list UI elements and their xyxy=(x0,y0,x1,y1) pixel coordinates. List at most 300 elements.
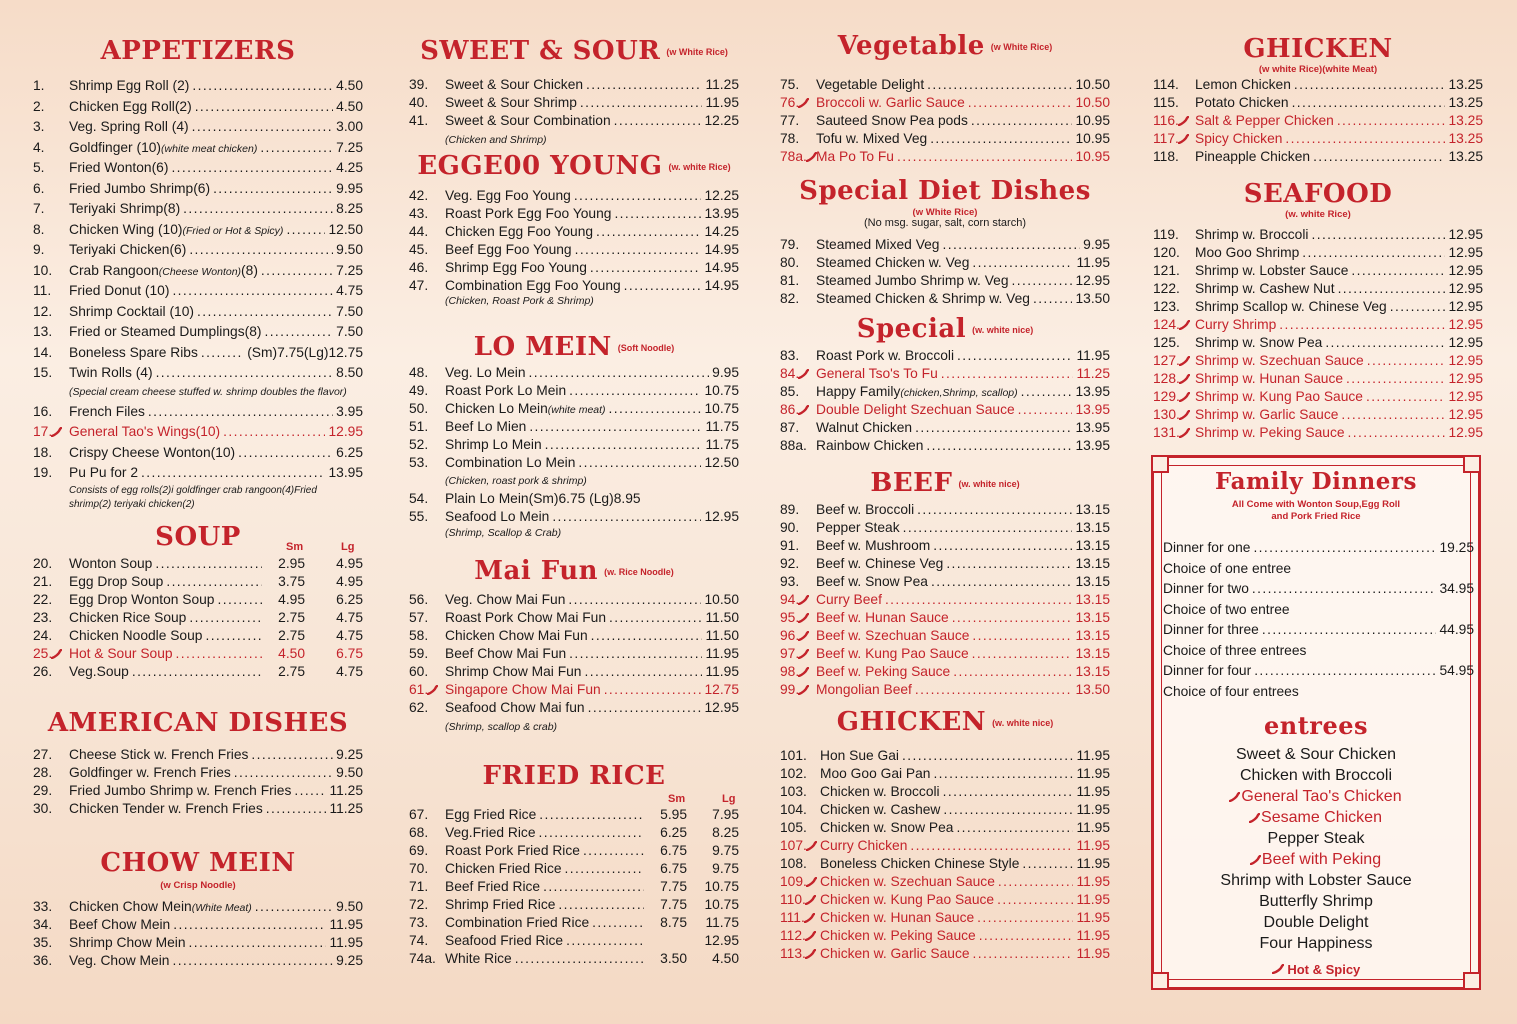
item-number: 42. xyxy=(409,188,429,203)
item-price: 13.50 xyxy=(1075,291,1110,306)
item-name: Veg. Chow Mai Fun xyxy=(445,592,566,607)
dot-leader xyxy=(1292,94,1446,112)
item-price: 13.15 xyxy=(1075,664,1110,679)
item-number: 113. xyxy=(780,945,820,963)
item-number: 58. xyxy=(409,628,429,643)
item-name: Chicken Egg Foo Young xyxy=(445,224,594,239)
chili-pepper-icon xyxy=(805,931,816,941)
chicken-list xyxy=(780,747,1110,963)
menu-item xyxy=(780,555,1110,573)
item-number: 68. xyxy=(409,825,429,840)
beef-heading xyxy=(780,470,1110,496)
chili-pepper-icon xyxy=(798,369,809,379)
menu-item xyxy=(409,364,739,382)
item-name: Shrimp w. Lobster Sauce xyxy=(1195,263,1349,278)
item-number: 91. xyxy=(780,538,800,553)
menu-item xyxy=(33,555,363,573)
chili-pepper-icon xyxy=(798,98,809,108)
menu-item xyxy=(409,112,739,130)
dot-leader xyxy=(264,322,333,343)
menu-item xyxy=(33,158,363,179)
item-name: Seafood Lo Mein xyxy=(445,509,550,524)
item-name: General Tso's To Fu xyxy=(816,366,938,381)
item-number: 49. xyxy=(409,383,429,398)
dot-leader xyxy=(189,609,262,627)
item-price: 11.95 xyxy=(1076,838,1110,853)
vegetable-heading xyxy=(780,33,1110,59)
choice-text: Choice of two entree xyxy=(1163,601,1290,617)
item-price-small: 2.95 xyxy=(278,556,305,571)
eggfoo-suffix: (w. white Rice) xyxy=(668,161,731,172)
item-name: Veg.Fried Rice xyxy=(445,825,536,840)
menu-item xyxy=(409,896,739,914)
item-price: 4.75 xyxy=(336,283,363,298)
item-price: 12.95 xyxy=(328,424,363,439)
item-price-large: 8.25 xyxy=(712,825,739,840)
menu-item xyxy=(780,927,1110,945)
sweetsour-list xyxy=(409,76,739,130)
menu-item xyxy=(33,916,363,934)
chicken-heading xyxy=(780,709,1110,735)
item-price-small: 5.95 xyxy=(660,807,687,822)
eggfoo-heading xyxy=(409,153,739,179)
item-price: 7.25 xyxy=(336,262,363,278)
item-number: 1. xyxy=(33,78,45,93)
dot-leader xyxy=(942,236,1080,254)
item-number: 85. xyxy=(780,384,800,399)
dot-leader xyxy=(192,117,334,138)
dot-leader xyxy=(1351,262,1445,280)
item-name: Potato Chicken xyxy=(1195,95,1289,110)
dot-leader xyxy=(266,800,327,818)
item-price: 11.50 xyxy=(705,610,739,625)
item-name: Fried or Steamed Dumplings(8) xyxy=(69,324,262,339)
menu-item xyxy=(1153,76,1483,94)
choice-text: Choice of four entrees xyxy=(1163,683,1299,699)
menu-item xyxy=(33,934,363,952)
dot-leader xyxy=(946,555,1072,573)
item-name: Fried Donut (10) xyxy=(69,283,170,298)
menu-item xyxy=(33,322,363,343)
dot-leader xyxy=(545,436,703,454)
eggfoo-title: EGGE00 YOUNG xyxy=(417,151,663,181)
menu-item xyxy=(780,609,1110,627)
item-name: Chicken Wing (10)(Fried or Hot & Spicy) xyxy=(69,221,284,237)
item-number: 116. xyxy=(1153,112,1195,130)
dot-leader xyxy=(515,950,644,968)
menu-item xyxy=(780,365,1110,383)
item-number: 130. xyxy=(1153,406,1195,424)
item-price-large: 4.95 xyxy=(336,556,363,571)
item-price: 11.95 xyxy=(329,935,363,950)
item-price: 7.25 xyxy=(336,139,363,155)
dot-leader xyxy=(583,842,644,860)
item-price: 9.25 xyxy=(336,953,363,968)
sweetsour-note: (Chicken and Shrimp) xyxy=(445,134,547,146)
item-price-large: 10.75 xyxy=(704,879,739,894)
item-name: Teriyaki Shrimp(8) xyxy=(69,201,181,216)
menu-item xyxy=(1153,280,1483,298)
item-price: 12.95 xyxy=(1448,281,1483,296)
soup-list xyxy=(33,555,363,681)
chili-pepper-icon xyxy=(1272,964,1284,974)
item-name: Steamed Chicken w. Veg xyxy=(816,255,970,270)
dot-leader xyxy=(578,454,701,472)
menu-item xyxy=(409,681,739,699)
item-number: 62. xyxy=(409,700,429,715)
pupu-note-1: Consists of egg rolls(2)i goldfinger crab rangoon(4)Fried xyxy=(69,484,317,496)
item-price: 11.25 xyxy=(329,783,363,798)
chicken2-list xyxy=(1153,76,1483,166)
menu-item xyxy=(780,627,1110,645)
item-number: 43. xyxy=(409,206,429,221)
soup-size-header xyxy=(33,541,363,554)
item-name: Lemon Chicken xyxy=(1195,77,1291,92)
lomein-note-1: (Chicken, roast pork & shrimp) xyxy=(445,475,587,487)
chili-pepper-icon xyxy=(1179,356,1190,366)
menu-item xyxy=(1153,316,1483,334)
menu-item xyxy=(33,199,363,220)
item-number: 107. xyxy=(780,837,820,855)
chili-pepper-icon xyxy=(1179,410,1190,420)
item-name: Beef Chow Mein xyxy=(69,917,171,932)
menu-item xyxy=(409,454,739,472)
menu-item xyxy=(1153,112,1483,130)
family-dinner-choice xyxy=(1163,600,1474,621)
item-number: 93. xyxy=(780,574,800,589)
item-price: 7.50 xyxy=(336,324,363,339)
item-price: 10.50 xyxy=(1075,95,1110,110)
item-price: 11.25 xyxy=(1076,366,1110,381)
menu-item xyxy=(33,76,363,97)
item-price: 12.95 xyxy=(1448,317,1483,332)
dot-leader xyxy=(132,663,262,681)
menu-item xyxy=(780,437,1110,455)
item-number: 60. xyxy=(409,664,429,679)
item-price-small: 2.75 xyxy=(278,610,305,625)
item-price: 11.75 xyxy=(705,437,739,452)
entree-item xyxy=(1154,849,1478,870)
item-name: Sauteed Snow Pea pods xyxy=(816,113,968,128)
chicken-title: GHICKEN xyxy=(836,707,987,737)
item-name: Egg Fried Rice xyxy=(445,807,537,822)
item-number: 109. xyxy=(780,873,820,891)
chili-pepper-icon xyxy=(805,949,816,959)
item-name: Shrimp Egg Foo Young xyxy=(445,260,587,275)
vegetable-title: Vegetable xyxy=(837,31,985,61)
lomein-suffix: (Soft Noodle) xyxy=(617,342,675,353)
family-dinner-row xyxy=(1163,620,1474,641)
menu-item xyxy=(780,519,1110,537)
item-price-small: 7.75 xyxy=(660,879,687,894)
item-name: Chicken Chow Mein(White Meat) xyxy=(69,899,252,914)
item-name: Steamed Jumbo Shrimp w. Veg xyxy=(816,273,1009,288)
seafood-list xyxy=(1153,226,1483,442)
chili-pepper-icon xyxy=(806,877,817,887)
menu-item xyxy=(780,645,1110,663)
dot-leader xyxy=(915,419,1072,437)
menu-item xyxy=(1153,262,1483,280)
item-name: Sweet & Sour Chicken xyxy=(445,77,584,92)
eggfoo-note: (Chicken, Roast Pork & Shrimp) xyxy=(445,295,594,307)
dot-leader xyxy=(931,573,1072,591)
menu-item xyxy=(409,824,739,842)
menu-item xyxy=(33,573,363,591)
dot-leader xyxy=(568,591,701,609)
item-name: Shrimp w. Broccoli xyxy=(1195,227,1309,242)
dot-leader xyxy=(917,501,1072,519)
menu-item xyxy=(409,950,739,968)
item-price: 8.25 xyxy=(336,201,363,216)
menu-item xyxy=(780,76,1110,94)
item-price: 12.50 xyxy=(704,455,739,470)
item-price: 13.15 xyxy=(1075,556,1110,571)
entree-item xyxy=(1154,744,1478,765)
item-number: 55. xyxy=(409,509,429,524)
menu-item xyxy=(409,400,739,418)
item-name: Shrimp w. Peking Sauce xyxy=(1195,425,1345,440)
dot-leader xyxy=(213,179,333,200)
special-title: Special xyxy=(856,314,967,344)
maifun-note: (Shrimp, scallop & crab) xyxy=(445,721,558,733)
twin-rolls-note: (Special cream cheese stuffed w. shrimp doubles the flavor) xyxy=(69,385,347,398)
entree-name: Double Delight xyxy=(1263,914,1369,931)
item-name: Shrimp Fried Rice xyxy=(445,897,556,912)
menu-item xyxy=(1153,244,1483,262)
item-name: Veg. Chow Mein xyxy=(69,953,170,968)
seafood-lomein-row xyxy=(409,508,739,526)
item-number: 79. xyxy=(780,237,800,252)
dot-leader xyxy=(609,609,702,627)
menu-item xyxy=(780,855,1110,873)
item-price: 4.25 xyxy=(336,160,363,175)
menu-item xyxy=(33,117,363,138)
item-name: Goldfinger w. French Fries xyxy=(69,765,231,780)
item-price-small: 3.50 xyxy=(660,951,687,966)
item-number: 118. xyxy=(1153,149,1179,164)
item-price: 9.95 xyxy=(336,180,363,196)
menu-item xyxy=(409,436,739,454)
item-number: 23. xyxy=(33,610,53,625)
item-name: Boneless Chicken Chinese Style xyxy=(820,856,1020,871)
item-number: 36. xyxy=(33,953,53,968)
item-number: 111. xyxy=(780,909,820,927)
dot-leader xyxy=(977,909,1073,927)
item-price: 6.25 xyxy=(336,444,363,460)
item-price: 10.95 xyxy=(1075,149,1110,164)
item-name: Dinner for one xyxy=(1163,540,1251,555)
menu-item xyxy=(1153,424,1483,442)
friedrice-heading: FRIED RICE xyxy=(482,761,666,791)
entree-item xyxy=(1154,891,1478,912)
diet-sub: (w White Rice) xyxy=(912,207,978,218)
dot-leader xyxy=(972,645,1073,663)
item-name: Chicken w. Kung Pao Sauce xyxy=(820,892,995,907)
item-price: 11.95 xyxy=(1076,784,1110,799)
lomein-title: LO MEIN xyxy=(473,332,612,362)
diet-sub2: (No msg. sugar, salt, corn starch) xyxy=(864,217,1026,229)
item-price: 14.95 xyxy=(704,242,739,257)
item-name: Veg.Soup xyxy=(69,664,129,679)
menu-item xyxy=(780,347,1110,365)
menu-item xyxy=(409,241,739,259)
item-price-small: 6.75 xyxy=(660,861,687,876)
chili-pepper-icon xyxy=(798,667,809,677)
menu-item xyxy=(409,94,739,112)
dot-leader xyxy=(1313,148,1445,166)
item-price-large: 9.75 xyxy=(712,843,739,858)
dot-leader xyxy=(223,422,325,443)
item-price-large: 4.50 xyxy=(712,951,739,966)
item-name: Cheese Stick w. French Fries xyxy=(69,747,249,762)
soup-sm-label: Sm xyxy=(286,541,304,553)
family-dinners-title: Family Dinners xyxy=(1215,468,1417,495)
item-name: Shrimp Lo Mein xyxy=(445,437,542,452)
item-number: 45. xyxy=(409,242,429,257)
item-name: Beef w. Chinese Veg xyxy=(816,556,944,571)
item-price: 14.95 xyxy=(704,260,739,275)
item-price: 14.25 xyxy=(704,224,739,239)
item-name: Chicken w. Hunan Sauce xyxy=(820,910,975,925)
dot-leader xyxy=(171,158,333,179)
menu-item xyxy=(33,952,363,970)
item-number: 99. xyxy=(780,681,816,699)
item-number: 104. xyxy=(780,802,807,817)
item-price: 13.25 xyxy=(1448,95,1483,110)
item-name: Moo Goo Shrimp xyxy=(1195,245,1300,260)
dot-leader xyxy=(1337,112,1446,130)
item-number: 73. xyxy=(409,915,429,930)
chili-pepper-icon xyxy=(427,685,438,695)
item-name: Crispy Cheese Wonton(10) xyxy=(69,444,236,460)
item-name: Goldfinger (10)(white meat chicken) xyxy=(69,139,258,155)
menu-item xyxy=(1153,298,1483,316)
chili-pepper-icon xyxy=(798,613,809,623)
item-price: 34.95 xyxy=(1439,581,1474,596)
item-name: Beef w. Snow Pea xyxy=(816,574,928,589)
menu-item xyxy=(409,663,739,681)
menu-item xyxy=(780,783,1110,801)
item-name: Salt & Pepper Chicken xyxy=(1195,113,1334,128)
menu-item xyxy=(33,97,363,118)
item-number: 129. xyxy=(1153,388,1195,406)
item-number: 16. xyxy=(33,403,53,419)
dot-leader xyxy=(596,223,701,241)
item-number: 131. xyxy=(1153,424,1195,442)
dot-leader xyxy=(183,199,333,220)
beef-list xyxy=(780,501,1110,699)
item-price: 11.50 xyxy=(705,628,739,643)
chili-pepper-icon xyxy=(798,649,809,659)
item-number: 70. xyxy=(409,861,429,876)
item-number: 12. xyxy=(33,303,53,319)
vegetable-suffix: (w White Rice) xyxy=(990,41,1053,52)
menu-item xyxy=(409,259,739,277)
item-name: Chicken Noodle Soup xyxy=(69,628,203,643)
item-price-large: 6.25 xyxy=(336,592,363,607)
family-sub-1: All Come with Wonton Soup,Egg Roll xyxy=(1231,499,1401,510)
item-name: Veg. Spring Roll (4) xyxy=(69,119,189,134)
special-list xyxy=(780,347,1110,455)
dot-leader xyxy=(927,76,1072,94)
menu-item xyxy=(780,236,1110,254)
item-number: 30. xyxy=(33,801,53,816)
item-number: 10. xyxy=(33,262,53,278)
dot-leader xyxy=(943,783,1074,801)
dot-leader xyxy=(915,681,1073,699)
entree-name: General Tao's Chicken xyxy=(1241,788,1402,805)
menu-item xyxy=(33,402,363,423)
item-name: Steamed Mixed Veg xyxy=(816,237,940,252)
menu-item xyxy=(780,94,1110,112)
item-number: 114. xyxy=(1153,77,1179,92)
item-note: (Cheese Wonton) xyxy=(158,265,242,278)
pupu-note-2: shrimp(2) teriyaki chicken(2) xyxy=(69,498,195,510)
item-price: 44.95 xyxy=(1439,622,1474,637)
menu-item xyxy=(1153,226,1483,244)
chili-pepper-icon xyxy=(51,427,62,437)
item-price: 10.95 xyxy=(1075,131,1110,146)
menu-item xyxy=(33,363,363,384)
item-number: 41. xyxy=(409,113,429,128)
seafood-sub: (w. white Rice) xyxy=(1285,209,1351,220)
item-name: Curry Beef xyxy=(816,592,882,607)
item-price-large: 4.75 xyxy=(336,664,363,679)
dot-leader xyxy=(1311,226,1445,244)
item-name: Singapore Chow Mai Fun xyxy=(445,682,601,697)
item-price: 14.95 xyxy=(704,278,739,293)
menu-item xyxy=(409,76,739,94)
dot-leader xyxy=(933,537,1072,555)
item-number: 128. xyxy=(1153,370,1195,388)
diet-list xyxy=(780,236,1110,308)
item-price: 13.25 xyxy=(1448,77,1483,92)
dot-leader xyxy=(930,130,1072,148)
item-name: Vegetable Delight xyxy=(816,77,925,92)
chili-pepper-icon xyxy=(1250,855,1261,865)
item-number: 103. xyxy=(780,784,807,799)
entree-name: Butterfly Shrimp xyxy=(1259,893,1373,910)
chili-pepper-icon xyxy=(798,685,809,695)
dot-leader xyxy=(251,746,333,764)
family-dinner-list xyxy=(1163,538,1474,702)
item-name: Shrimp w. Cashew Nut xyxy=(1195,281,1335,296)
item-price: 10.75 xyxy=(704,401,739,416)
item-number: 46. xyxy=(409,260,429,275)
item-number: 82. xyxy=(780,291,800,306)
item-price-small: 4.50 xyxy=(278,646,305,661)
menu-item xyxy=(780,112,1110,130)
dot-leader xyxy=(604,681,702,699)
dot-leader xyxy=(173,916,326,934)
item-number: 34. xyxy=(33,917,53,932)
item-name: Chicken Fried Rice xyxy=(445,861,562,876)
item-price: 11.95 xyxy=(705,95,739,110)
entree-item xyxy=(1154,765,1478,786)
item-number: 77. xyxy=(780,113,800,128)
item-number: 48. xyxy=(409,365,429,380)
dot-leader xyxy=(569,645,702,663)
dot-leader xyxy=(979,927,1074,945)
item-name: Roast Pork Lo Mein xyxy=(445,383,567,398)
item-price-large: 12.95 xyxy=(704,933,739,948)
item-number: 123. xyxy=(1153,299,1180,314)
item-name: Pu Pu for 2 xyxy=(69,465,139,480)
american-list xyxy=(33,746,363,818)
menu-item xyxy=(33,281,363,302)
dot-leader xyxy=(155,555,262,573)
item-number: 52. xyxy=(409,437,429,452)
